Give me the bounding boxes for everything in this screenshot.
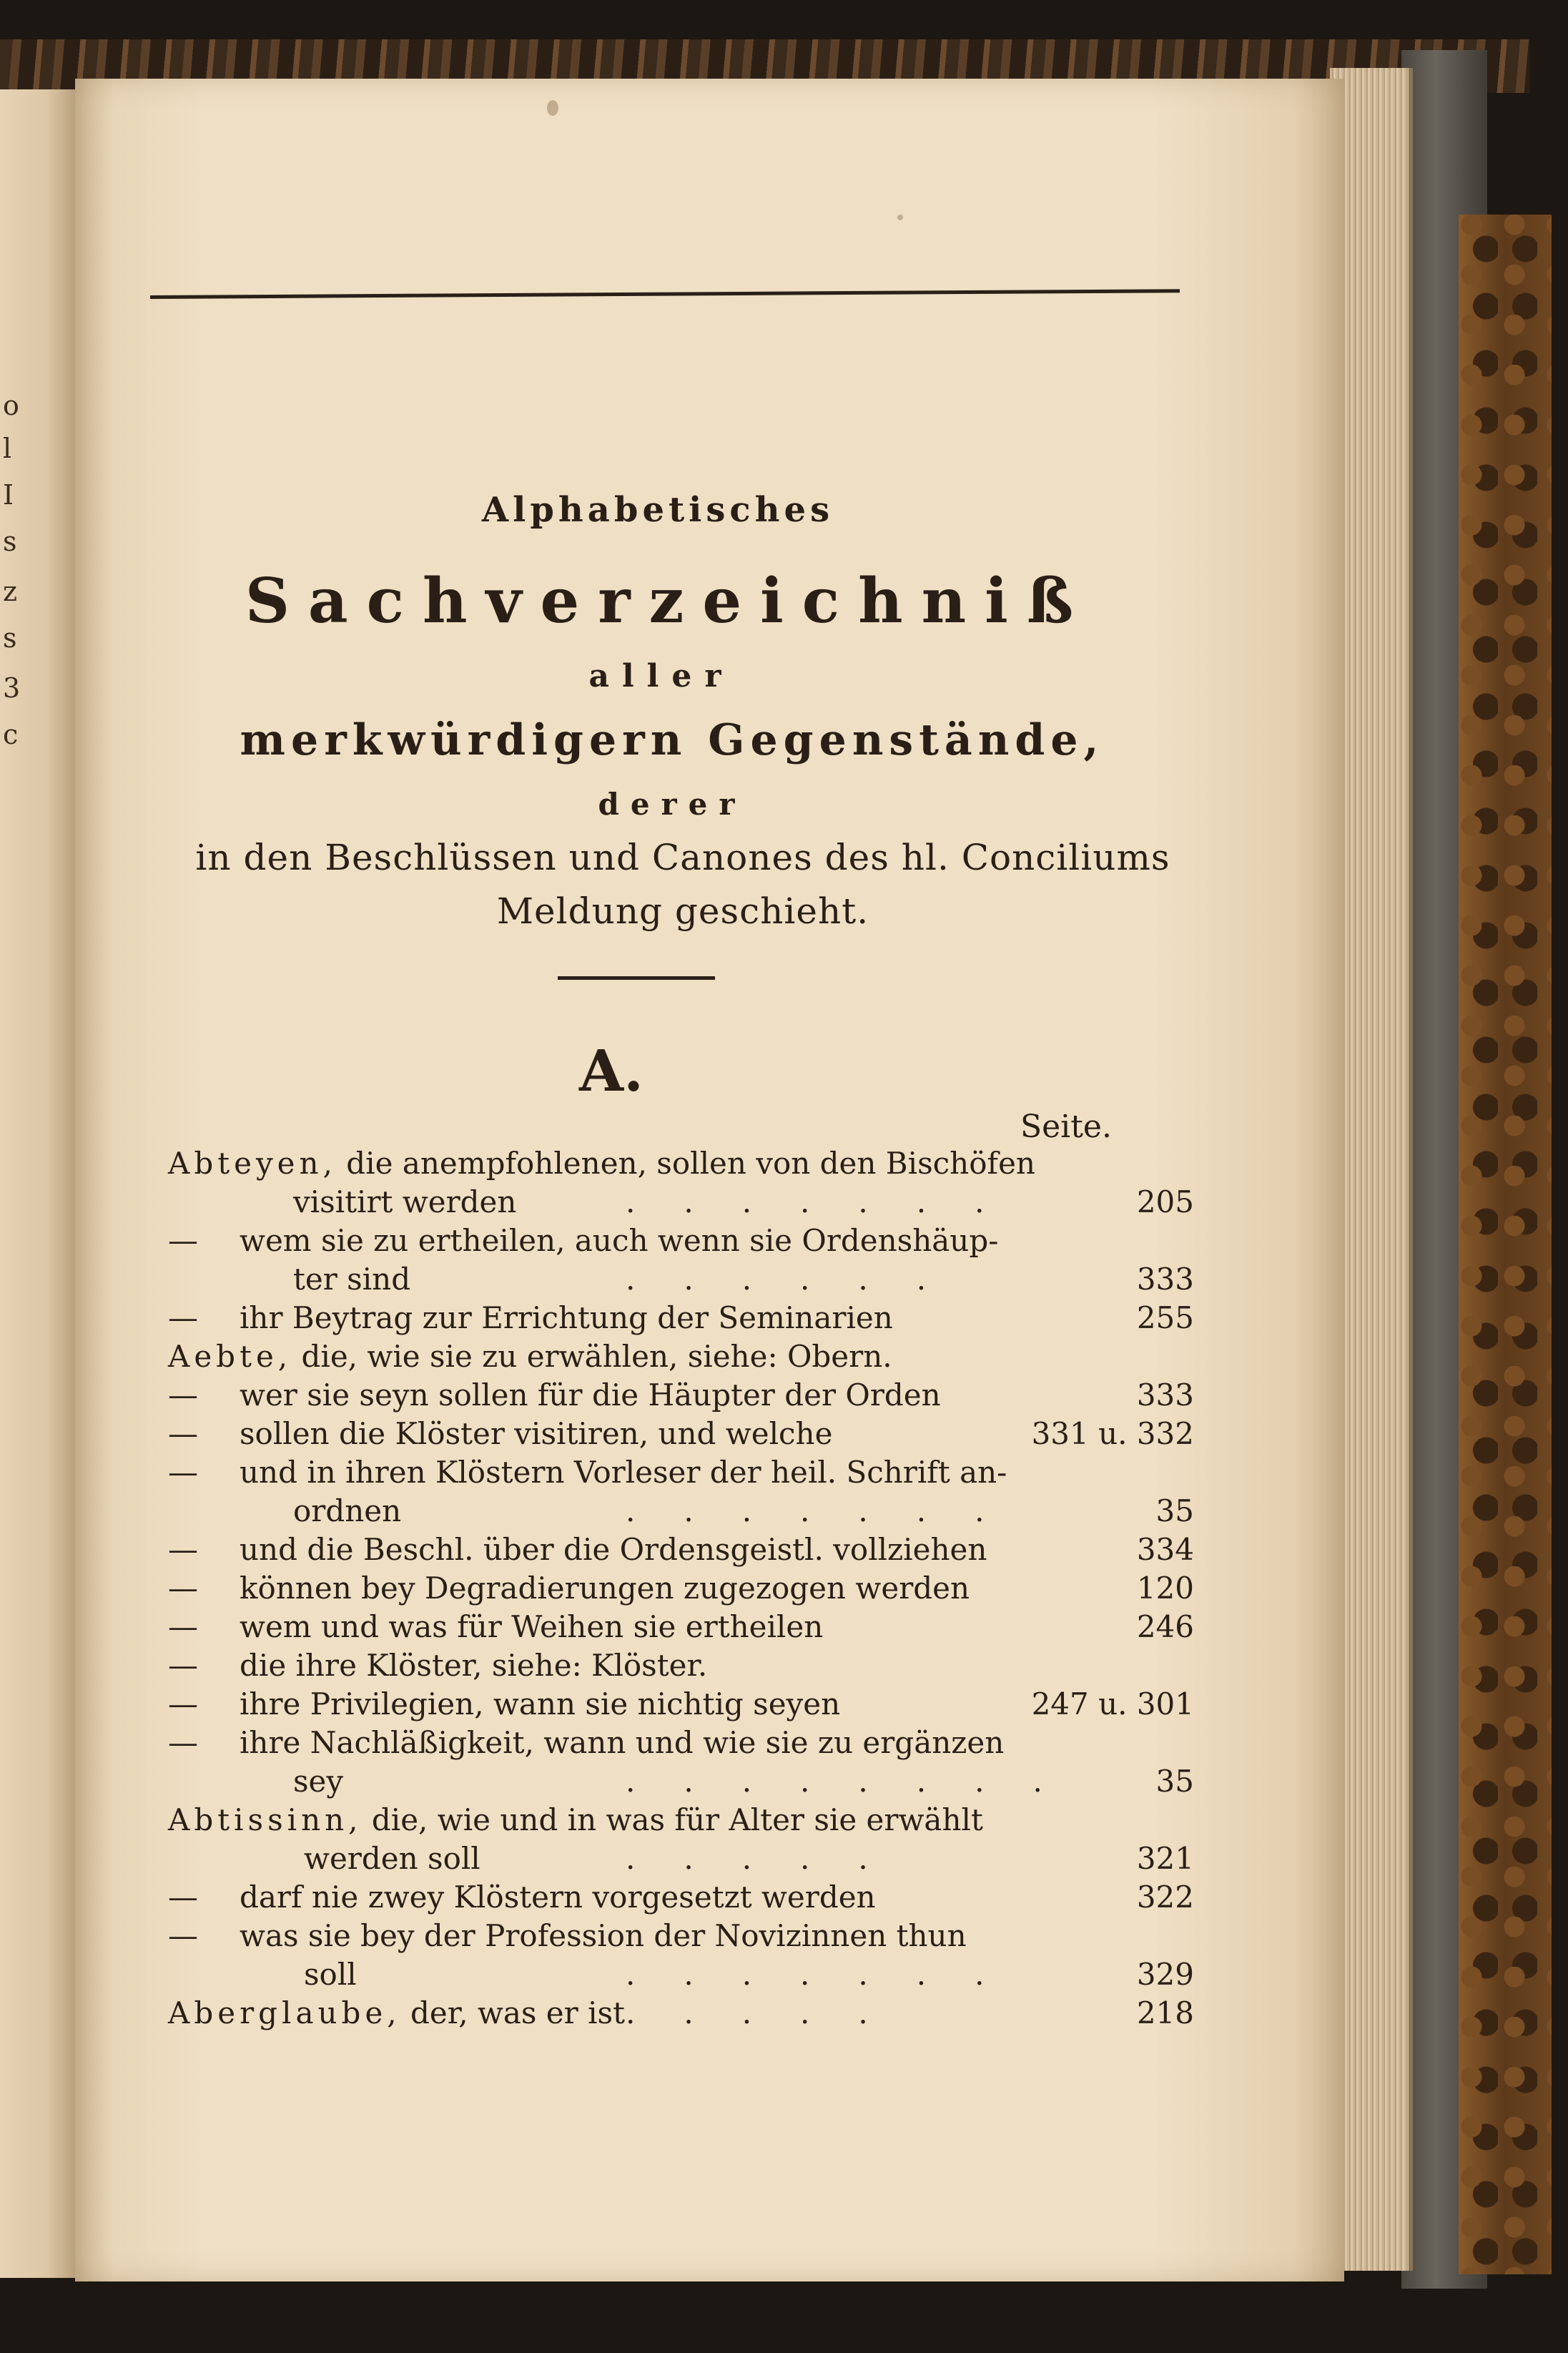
- entry-dash: —: [168, 1648, 198, 1683]
- title-beschluessen: in den Beschlüssen und Canones des hl. Conciliums: [195, 837, 1170, 878]
- header-rule: [150, 289, 1180, 299]
- entry-page-number: 205: [1136, 1184, 1194, 1219]
- index-entry: [168, 1299, 1194, 1337]
- entry-text: Abteyen, die anempfohlenen, sollen von den Bischöfen: [168, 1146, 1035, 1181]
- entry-page-number: 247 u. 301: [1031, 1686, 1194, 1721]
- entry-page-number: 35: [1155, 1764, 1194, 1799]
- entry-dash: —: [168, 1918, 198, 1953]
- left-page-fragment: s: [3, 526, 17, 557]
- entry-page-number: 333: [1136, 1377, 1194, 1413]
- entry-page-number: 333: [1136, 1262, 1194, 1297]
- index-entry: [168, 1724, 1194, 1762]
- paper-spot: [547, 100, 558, 116]
- left-page-fragment: o: [3, 390, 19, 421]
- entry-dash: —: [168, 1223, 198, 1258]
- entry-text: ihre Nachläßigkeit, wann und wie sie zu ergänzen: [240, 1725, 1005, 1760]
- index-page: [75, 79, 1344, 2281]
- entry-text: ihr Beytrag zur Errichtung der Seminarien: [240, 1300, 893, 1335]
- entry-text: visitirt werden: [293, 1184, 517, 1219]
- title-alphabetisches: Alphabetisches: [481, 490, 834, 530]
- entry-page-number: 329: [1136, 1957, 1194, 1992]
- entry-text: Aebte, die, wie sie zu erwählen, siehe: Obern.: [168, 1339, 892, 1374]
- title-gegenstaende: merkwürdigern Gegenstände,: [240, 715, 1105, 765]
- entry-text: darf nie zwey Klöstern vorgesetzt werden: [240, 1880, 876, 1915]
- entry-text: soll: [304, 1957, 357, 1992]
- entry-dash: —: [168, 1609, 198, 1644]
- index-entry: [168, 1260, 1194, 1299]
- entry-dash: —: [168, 1300, 198, 1335]
- entry-dash: —: [168, 1416, 198, 1451]
- index-entry: [168, 1917, 1194, 1955]
- entry-text: die ihre Klöster, siehe: Klöster.: [240, 1648, 708, 1683]
- entry-page-number: 35: [1155, 1493, 1194, 1528]
- entry-headword: Aberglaube,: [168, 1995, 401, 2030]
- section-letter: A.: [579, 1037, 644, 1104]
- entry-dash: —: [168, 1571, 198, 1606]
- left-page-fragment: I: [3, 479, 14, 511]
- title-sachverzeichniss: Sachverzeichniß: [245, 565, 1093, 637]
- index-entry: [168, 1531, 1194, 1569]
- entry-page-number: 322: [1136, 1880, 1194, 1915]
- index-entry: [168, 1608, 1194, 1646]
- title-derer: derer: [598, 787, 746, 822]
- leader-dots: .....: [626, 1841, 917, 1876]
- leader-dots: .......: [626, 1493, 1033, 1528]
- index-entry: [168, 1955, 1194, 1994]
- entry-dash: —: [168, 1725, 198, 1760]
- entry-text: sollen die Klöster visitiren, und welche: [240, 1416, 833, 1451]
- marbled-cover: [1459, 215, 1552, 2274]
- entry-text: sey: [293, 1764, 344, 1799]
- index-entry: [168, 1376, 1194, 1415]
- index-entry: [168, 1878, 1194, 1917]
- index-entry: [168, 1569, 1194, 1608]
- index-entry: [168, 1801, 1194, 1839]
- entry-headword: Abtissinn,: [168, 1802, 363, 1837]
- leader-dots: .....: [626, 1995, 917, 2030]
- index-entries: [168, 1144, 1194, 2033]
- entry-text: werden soll: [304, 1841, 480, 1876]
- entry-text: Abtissinn, die, wie und in was für Alter sie erwählt: [168, 1802, 983, 1837]
- section-rule: [558, 976, 715, 980]
- leader-dots: ......: [626, 1262, 975, 1297]
- index-entry: [168, 1222, 1194, 1260]
- entry-text: ihre Privilegien, wann sie nichtig seyen: [240, 1686, 841, 1721]
- index-entry: [168, 1183, 1194, 1222]
- entry-page-number: 246: [1136, 1609, 1194, 1644]
- entry-text: wem und was für Weihen sie ertheilen: [240, 1609, 824, 1644]
- entry-page-number: 120: [1136, 1571, 1194, 1606]
- leader-dots: .......: [626, 1184, 1033, 1219]
- entry-page-number: 255: [1136, 1300, 1194, 1335]
- entry-dash: —: [168, 1880, 198, 1915]
- leader-dots: .......: [626, 1957, 1033, 1992]
- index-entry: [168, 1839, 1194, 1878]
- left-page-fragment: c: [3, 719, 19, 750]
- entry-headword: Abteyen,: [168, 1146, 337, 1181]
- entry-dash: —: [168, 1377, 198, 1413]
- entry-text: können bey Degradierungen zugezogen werden: [240, 1571, 970, 1606]
- entry-text: ordnen: [293, 1493, 402, 1528]
- entry-page-number: 218: [1136, 1995, 1194, 2030]
- left-page-fragment: s: [3, 622, 17, 654]
- index-entry: [168, 1492, 1194, 1531]
- entry-headword: Aebte,: [168, 1339, 292, 1374]
- paper-spot: [897, 215, 903, 220]
- title-meldung: Meldung geschieht.: [496, 890, 869, 932]
- entry-text: was sie bey der Profession der Novizinnen thun: [240, 1918, 967, 1953]
- entry-text: wem sie zu ertheilen, auch wenn sie Ordenshäup-: [240, 1223, 999, 1258]
- leader-dots: ........: [626, 1764, 1091, 1799]
- index-entry: [168, 1144, 1194, 1183]
- entry-page-number: 331 u. 332: [1031, 1416, 1194, 1451]
- index-entry: [168, 1762, 1194, 1801]
- entry-text: und in ihren Klöstern Vorleser der heil. Schrift an-: [240, 1455, 1007, 1490]
- entry-text: und die Beschl. über die Ordensgeistl. vollziehen: [240, 1532, 987, 1567]
- left-page-fragment: 3: [3, 672, 21, 704]
- entry-page-number: 334: [1136, 1532, 1194, 1567]
- index-entry: [168, 1453, 1194, 1492]
- index-entry: [168, 1415, 1194, 1453]
- entry-page-number: 321: [1136, 1841, 1194, 1876]
- index-entry: [168, 1646, 1194, 1685]
- index-entry: [168, 1994, 1194, 2033]
- entry-dash: —: [168, 1686, 198, 1721]
- left-page-fragment: z: [3, 576, 18, 607]
- left-page-fragment: l: [3, 433, 12, 464]
- index-entry: [168, 1685, 1194, 1724]
- entry-text: ter sind: [293, 1262, 411, 1297]
- column-header-seite: Seite.: [1020, 1109, 1112, 1145]
- index-entry: [168, 1337, 1194, 1376]
- entry-text: Aberglaube, der, was er ist: [168, 1995, 625, 2030]
- left-page-edge: [0, 89, 79, 2278]
- entry-dash: —: [168, 1532, 198, 1567]
- entry-dash: —: [168, 1455, 198, 1490]
- entry-text: wer sie seyn sollen für die Häupter der Orden: [240, 1377, 941, 1413]
- title-aller: aller: [588, 658, 734, 694]
